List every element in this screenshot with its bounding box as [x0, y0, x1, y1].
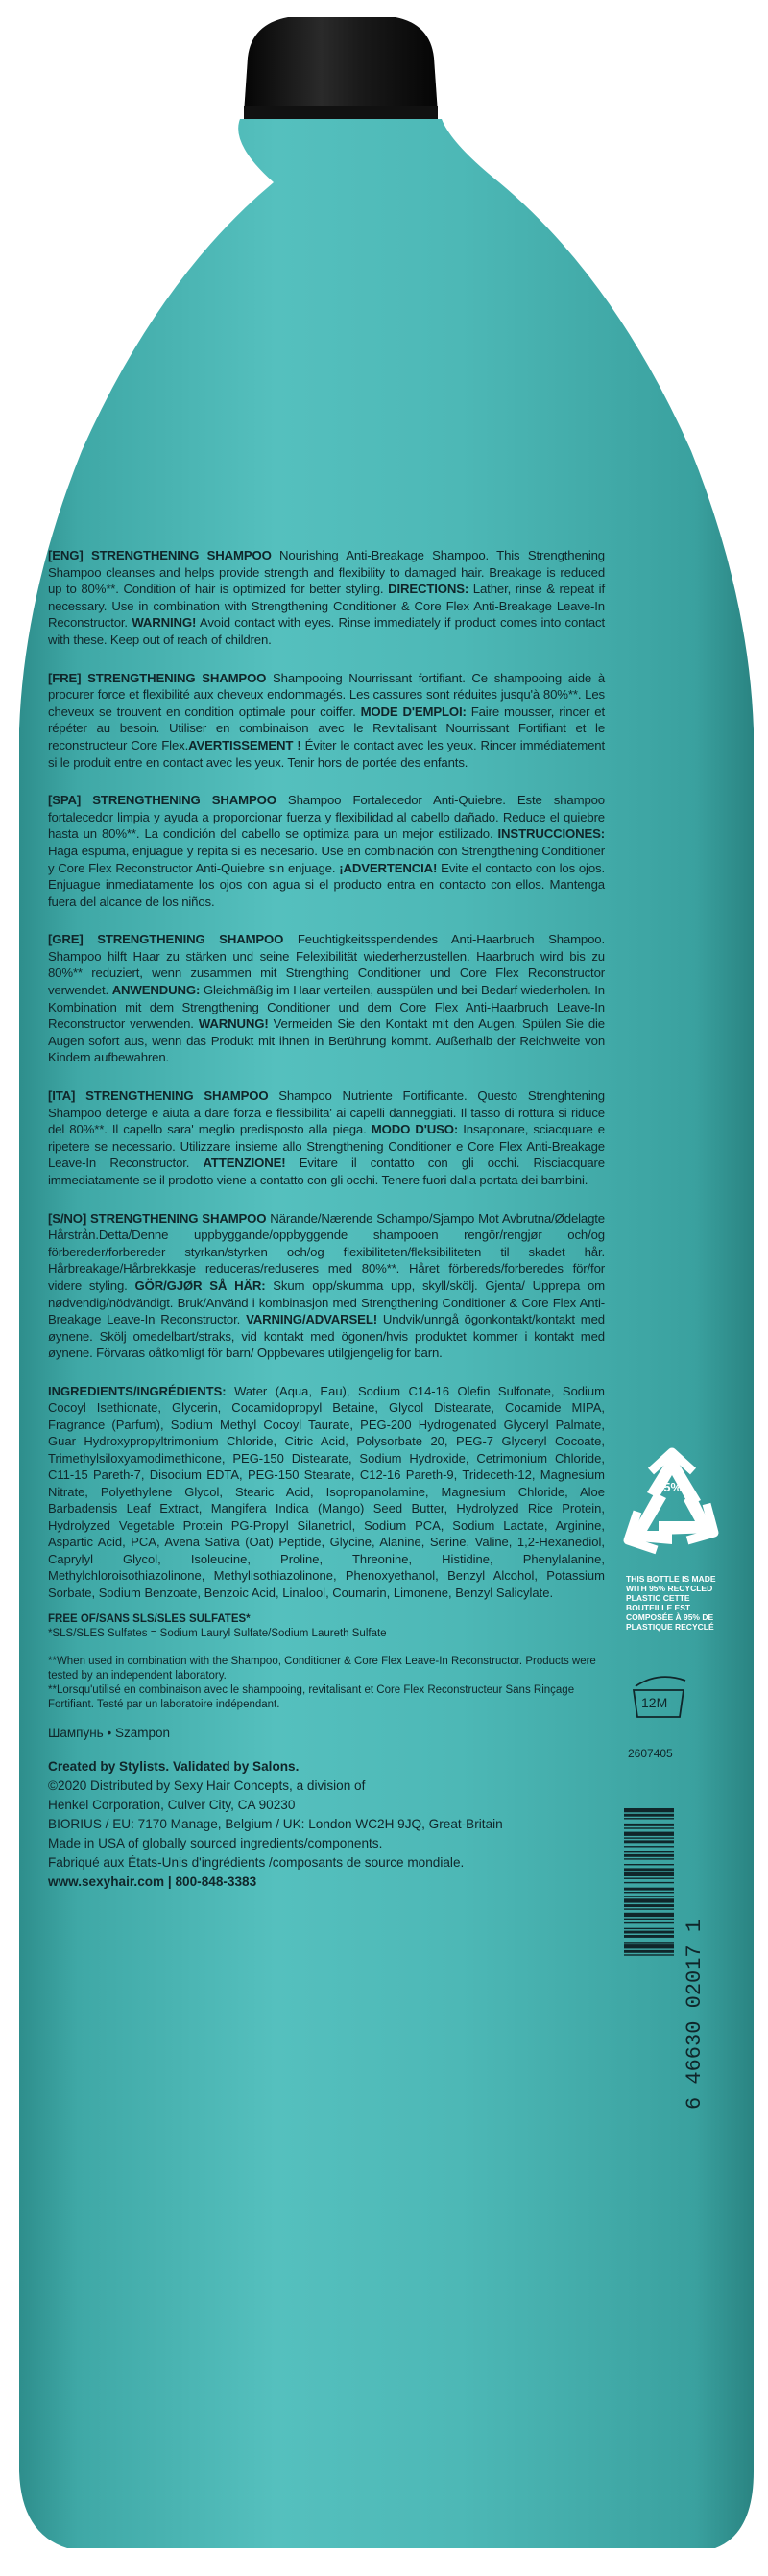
barcode-bar [624, 1931, 674, 1934]
barcode-bar [624, 1808, 674, 1812]
barcode-bar [624, 1837, 674, 1838]
section-german: [GRE] STRENGTHENING SHAMPOO Feuchtigkeitsspendendes Anti-Haarbruch Shampoo. Shampoo hilft Haar zu stärken und seine Felexibilität wiederherzustellen. Haarbruch wird bis zu 80%** reduziert, wenn zusammen mit Strengthing Conditioner und Core Flex Reconstructor verwendet. ANWENDUNG: Gleichmäßig im Haar verteilen, ausspülen und bei Bedarf wiederholen. In Kombination mit dem Strengthening Conditioner und dem Core Flex Anti-Haarbruch Leave-In Reconstructor verwenden. WARNUNG! Vermeiden Sie den Kontakt mit den Augen. Spülen Sie die Augen sofort aus, wenn das Produkt mit ihnen in Berührung kommt. Außerhalb der Reichweite von Kindern aufbewahren. [48, 932, 605, 1065]
recycle-percentage: 95% [657, 1480, 683, 1494]
barcode-bar [624, 1882, 674, 1883]
barcode-bar [624, 1904, 674, 1907]
barcode-bar [624, 1878, 674, 1879]
barcode-bar [624, 1814, 674, 1817]
tagline: Created by Stylists. Validated by Salons. [48, 1759, 300, 1775]
barcode-bar [624, 1944, 674, 1948]
barcode-bar [624, 1864, 674, 1865]
eu-uk-address: BIORIUS / EU: 7170 Manage, Belgium / UK: London WC2H 9JQ, Great-Britain [48, 1817, 503, 1832]
section-spanish: [SPA] STRENGTHENING SHAMPOO Shampoo Fortalecedor Anti-Quiebre. Este shampoo fortalecedor limpia y ayuda a proporcionar fuerza y flexibilidad al cabello dañado. Reduce el quiebre hasta un 80%**. La condición del cabello se optimiza para un mejor estilizado. INSTRUCCIONES: Haga espuma, enjuague y repita si es necesario. Use en combinación con Strengthening Conditioner y Core Flex Reconstructor Anti-Quiebre sin enjuage. ¡ADVERTENCIA! Evite el contacto con los ojos. Enjuague inmediatamente los ojos con agua si el producto entra en contacto con ellos. Mantenga fuera del alcance de los niños. [48, 793, 605, 909]
barcode-bar [624, 1832, 674, 1836]
slavic-product-name: Шампунь • Szampon [48, 1726, 170, 1741]
barcode-bar [624, 1922, 674, 1923]
barcode-bar [624, 1872, 674, 1876]
barcode-bar [624, 1824, 674, 1826]
section-italian: [ITA] STRENGTHENING SHAMPOO Shampoo Nutriente Fortificante. Questo Strenghtening Shampoo deterge e aiuta a dare forza e flessibilita' ai capelli danneggiati. Il tasso di rottura si riduce del 80%**. Il capello sara' meglio predisposto alla piega. MODO D'USO: Insaponare, sciacquare e ripetere se necessario. Utilizzare insieme allo Strengthening Conditioner e Core Flex Anti-Breakage Leave-In Reconstructor. ATTENZIONE! Evitare il contatto con gli occhi. Risciacquare immediatamente se il prodotto viene a contatto con gli occhi. Tenere fuori dalla portata dei bambini. [48, 1088, 605, 1187]
barcode-bar [624, 1954, 674, 1955]
barcode-number: 6 46630 02017 1 [683, 1919, 707, 2110]
barcode-bar [624, 1851, 674, 1852]
website-phone: www.sexyhair.com | 800-848-3383 [48, 1874, 257, 1890]
barcode-bar [624, 1888, 674, 1891]
recycle-icon [614, 1444, 730, 1564]
period-after-opening: 12M [641, 1695, 668, 1710]
sulfate-free-note: FREE OF/SANS SLS/SLES SULFATES* *SLS/SLES Sulfates = Sodium Lauryl Sulfate/Sodium Laureth Sulfate [48, 1613, 387, 1640]
barcode-bar [624, 1818, 674, 1819]
distributor-line: ©2020 Distributed by Sexy Hair Concepts, a division of [48, 1778, 366, 1794]
barcode-bar [624, 1858, 674, 1859]
barcode-bar [624, 1898, 674, 1902]
barcode-bar [624, 1840, 674, 1843]
barcode-bar [624, 1935, 674, 1938]
barcode-bar [624, 1950, 674, 1953]
made-in-usa-fr: Fabriqué aux États-Unis d'ingrédients /composants de source mondiale. [48, 1855, 465, 1871]
ingredients-list: INGREDIENTS/INGRÉDIENTS: Water (Aqua, Eau), Sodium C14-16 Olefin Sulfonate, Sodium Cocoyl Isethionate, Glycerin, Cocamidopropyl Betaine, Glycol Distearate, Cocamide MIPA, Fragrance (Parfum), Sodium Methyl Cocoyl Taurate, PEG-200 Hydrogenated Glyceryl Palmate, Guar Hydroxypropyltrimonium Chloride, Citric Acid, Polysorbate 20, PEG-7 Glyceryl Cocoate, Trimethylsiloxyamodimethicone, PEG-150 Distearate, Sodium Hydroxide, Cetrimonium Chloride, C11-15 Pareth-7, Disodium EDTA, PEG-150 Stearate, C12-16 Pareth-9, Trideceth-12, Magnesium Nitrate, Polyethylene Glycol, Stearic Acid, Isopropanolamine, Magnesium Chloride, Aloe Barbadensis Leaf Extract, Mangifera Indica (Mango) Seed Butter, Hydrolyzed Rice Protein, Hydrolyzed Vegetable Protein PG-Propyl Silanetriol, Sodium PCA, Sodium Lactate, Arginine, Aspartic Acid, PCA, Avena Sativa (Oat) Peptide, Glycine, Alanine, Serine, Valine, 1,2-Hexanediol, Caprylyl Glycol, Isoleucine, Proline, Threonine, Histidine, Phenylalanine, Methylchloroisothiazolinone, Methylisothiazolinone, Phenoxyethanol, Benzyl Alcohol, Potassium Sorbate, Sodium Benzoate, Benzoic Acid, Linalool, Coumarin, Limonene, Benzyl Salicylate. [48, 1383, 605, 1600]
barcode-bar [624, 1846, 674, 1847]
barcode-bar [624, 1892, 674, 1893]
footnote: **When used in combination with the Shampoo, Conditioner & Core Flex Leave-In Reconstructor. Products were tested by an independent laboratory. **Lorsqu'utilisé en combinaison avec le shampooing, revitalisant et Core Flex Reconstructeur Sans Rinçage Fortifiant. Testé par un laboratoire indépendant. [48, 1656, 596, 1711]
made-in-usa-en: Made in USA of globally sourced ingredients/components. [48, 1836, 383, 1851]
section-french: [FRE] STRENGTHENING SHAMPOO Shampooing Nourrissant fortifiant. Ce shampooing aide à procurer force et flexibilité aux cheveux endommagés. Les cassures sont réduites jusqu'à 80%**. Les cheveux se trouvent en condition optimale pour coiffer. MODE D'EMPLOI: Faire mousser, rincer et répéter au besoin. Utiliser en combinaison avec le Revitalisant Nourrissant Fortifiant et le reconstructeur Core Flex.AVERTISSEMENT ! Éviter le contact avec les yeux. Rincer immédiatement si le produit entre en contact avec les yeux. Tenir hors de portée des enfants. [48, 670, 606, 770]
barcode-bar [624, 1827, 674, 1828]
barcode-bar [624, 1928, 674, 1929]
company-info [48, 1757, 605, 1892]
recycle-claim: THIS BOTTLE IS MADE WITH 95% RECYCLED PLASTIC CETTE BOUTEILLE EST COMPOSÉE À 95% DE PLASTIQUE RECYCLÉ [626, 1574, 716, 1632]
section-scandinavian: [S/NO] STRENGTHENING SHAMPOO Närande/Nærende Schampo/Sjampo Mot Avbrutna/Ødelagte Hårstrån.Detta/Denne uppbyggande/oppbyggende shampooen rengör/rengjør och/og förbereder/forbereder styrkan/styrken och/og flexibiliteten/fleksibiliteten til skadet hår. Hårbreakage/Hårbrekkasje reduceras/reduseres med 80%**. Håret förbereds/forberedes för/for videre styling. GÖR/GJØR SÅ HÄR: Skum opp/skumma upp, skyll/skölj. Gjenta/ Upprepa om nødvendig/nödvändigt. Bruk/Använd i kombinasjon med Strengthening Conditioner & Core Flex Anti-Breakage Leave-In Reconstructor. VARNING/ADVARSEL! Undvik/unngå ögonkontakt/kontakt med øynene. Skölj omedelbart/straks, vid kontakt med ögonen/hvis produktet kommer i kontakt med øynene. Förvaras oåtkomligt för barn/ Oppbevares utilgjengelig for barn. [48, 1210, 606, 1361]
bottle-cap [244, 17, 438, 113]
barcode-bar [624, 1913, 674, 1917]
section-english: [ENG] STRENGTHENING SHAMPOO Nourishing Anti-Breakage Shampoo. This Strengthening Shampoo cleanses and helps provide strength and flexibility to damaged hair. Breakage is reduced up to 80%**. Condition of hair is optimized for better styling. DIRECTIONS: Lather, rinse & repeat if necessary. Use in combination with Strengthening Conditioner & Core Flex Anti-Breakage Leave-In Reconstructor. WARNING! Avoid contact with eyes. Rinse immediately if product comes into contact with these. Keep out of reach of children. [48, 548, 605, 647]
corp-address: Henkel Corporation, Culver City, CA 90230 [48, 1798, 296, 1813]
label-text-panel [48, 547, 605, 1892]
barcode-bar [624, 1854, 674, 1857]
barcode-bar [624, 1868, 674, 1871]
barcode-bar [624, 1908, 674, 1909]
barcode-bar [624, 1942, 674, 1943]
barcode-bar [624, 1919, 674, 1920]
batch-code: 2607405 [628, 1747, 673, 1760]
